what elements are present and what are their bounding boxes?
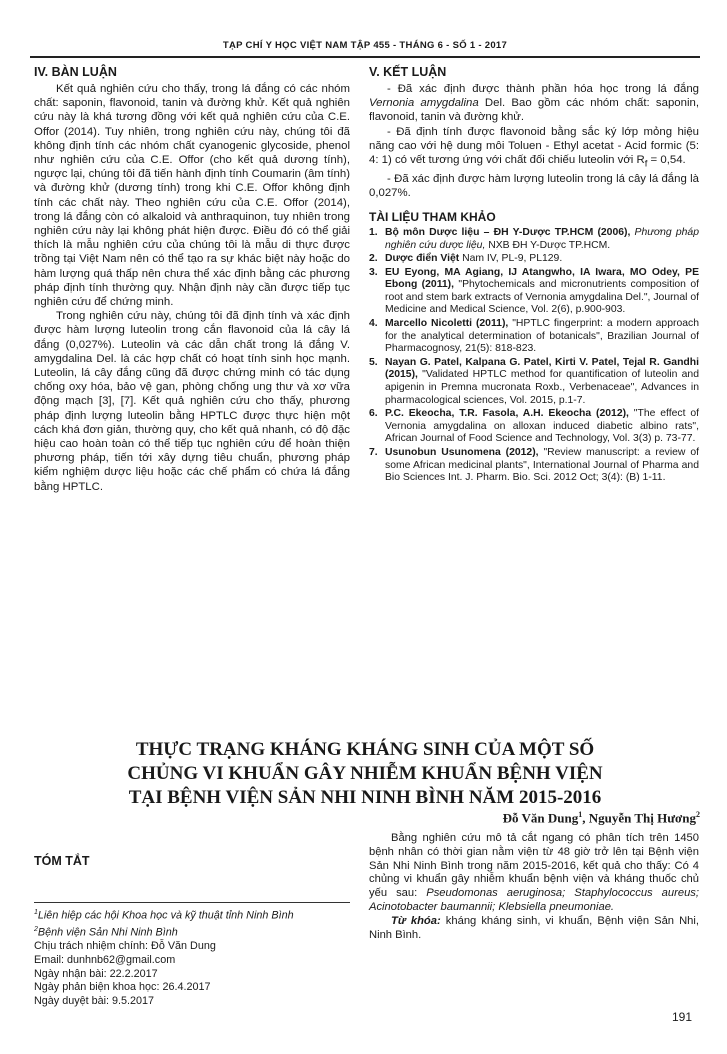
discussion-title: IV. BÀN LUẬN <box>34 65 117 79</box>
conclusion-item: - Đã xác định được hàm lượng luteolin trong lá cây lá đắng là 0,027%. <box>369 172 699 199</box>
reference-item: 2. Dược điển Việt Nam IV, PL-9, PL129. <box>369 253 563 265</box>
reference-item: 1. Bộ môn Dược liệu – ĐH Y-Dược TP.HCM (2006), Phương pháp nghiên cứu dược liệu, NXB ĐH Y-Dược TP.HCM. <box>369 226 699 251</box>
article-title-line: CHỦNG VI KHUẨN GÂY NHIỄM KHUẨN BỆNH VIỆN <box>127 763 603 784</box>
keywords: Từ khóa: kháng kháng sinh, vi khuẩn, Bệnh viện Sản Nhi, Ninh Bình. <box>369 914 699 941</box>
abstract-label: TÓM TẮT <box>34 854 90 868</box>
contact-email: Email: dunhnb62@gmail.com <box>34 953 176 966</box>
affiliation: $^1$Liên hiệp các hội Khoa học và kỹ thuật tỉnh Ninh Bình <box>34 909 294 922</box>
footnote-rule <box>34 902 350 903</box>
article-title <box>60 738 670 810</box>
conclusion-section <box>369 64 699 486</box>
author-name: Đỗ Văn Dung <box>502 810 579 826</box>
discussion-paragraph: Kết quả nghiên cứu cho thấy, trong lá đắng có các nhóm chất: saponin, flavonoid, tanin và đường khử. Kết quả nghiên cứu này là khá tương đồng với kết quả nghiên cứu của C.E. Offor (2014). Tuy nhiên, trong nghiên cứu này, chúng tôi đã không định tính các nhóm chất cyanogenic glycoside, phenol như nghiên cứu của C.E. Offor (cho kết quả dương tính), ngược lại, chúng tôi đã tiến hành định tính Coumarin (âm tính) và đường khử (dương tính) trong khi C.E. Offor không định tính các chất này. Theo nghiên cứu của C.E. Offor (2014), trong lá đắng còn có alkaloid và anthraquinon, tuy nhiên trong nghiên cứu này lại không phát hiện được. Điều đó có thể giải thích là mẫu nghiên cứu của chúng tôi là mẫu di thực được trồng tại Việt Nam nên có thể tạo ra sự khác biệt này hoặc do hàm lượng quá thấp nên chưa thể xác định bằng các phương pháp định tính thường quy. Nhận định này cần được tiếp tục nghiên cứu để chứng minh. <box>34 83 350 309</box>
authors: Đỗ Văn Dung$^1$, Nguyễn Thị Hương$^2$ <box>502 810 700 826</box>
reference-item: 6. P.C. Ekeocha, T.R. Fasola, A.H. Ekeocha (2012), "The effect of Vernonia amygdalina on alloxan induced diabetic albino rats", African Journal of Food Science and Technology, Vol. 3(3) p. 73-77. <box>369 408 699 445</box>
date-approved: Ngày duyệt bài: 9.5.2017 <box>34 994 155 1007</box>
article-title-line: THỰC TRẠNG KHÁNG KHÁNG SINH CỦA MỘT SỐ <box>135 739 595 760</box>
references-title: TÀI LIỆU THAM KHẢO <box>369 209 496 224</box>
conclusion-item: - Đã định tính được flavonoid bằng sắc ký lớp mỏng hiệu năng cao với hệ dung môi Toluen - Ethyl acetat - Acid formic (5: 4: 1) có vết tương ứng với chất đối chiếu luteolin với $R_f = 0,54$. <box>369 125 699 170</box>
abstract-text: Bằng nghiên cứu mô tả cắt ngang có phân tích trên 1450 bệnh nhân có thời gian nằm viện từ 48 giờ trở lên tại Bệnh viện Sản Nhi Ninh Bình trong năm 2015-2016, kết quả cho thấy: Có 4 chủng vi khuẩn gây nhiễm khuẩn bệnh viện và kháng thuốc chủ yếu sau: Pseudomonas aeruginosa; Staphylococcus aureus; Acinotobacter baumannii; Klebsiella pneumoniae. <box>369 832 699 913</box>
discussion-paragraph: Trong nghiên cứu này, chúng tôi đã định tính và xác định được hàm lượng luteolin trong cắn flavonoid của lá cây lá đắng (0,027%). Luteolin và các dẫn chất trong lá đắng V. amygdalina Del. là các hợp chất có hoạt tính sinh học mạnh. Luteolin, lá cây đắng cũng đã được chứng minh có tác dụng chống oxy hóa, bảo vệ gan, phòng chống ung thư và xơ vữa động mạch [3], [7]. Kết quả nghiên cứu cho thấy, phương pháp định lượng luteolin bằng HPTLC được thực hiện một cách khá đơn giản, thường quy, cho kết quả nhanh, có độ đặc hiệu cao hoàn toàn có thể tiếp tục nghiên cứu để hoàn thiện phương pháp, tiến tới xây dựng tiêu chuẩn, phương pháp kiểm nghiệm dược liệu hoặc các chế phẩm có chứa lá đắng bằng HPTLC. <box>34 310 350 493</box>
reference-item: 7. Usunobun Usunomena (2012), "Review manuscript: a review of some African medicinal plants", International Journal of Pharma and Bio Sciences Int. J. Pharm. Bio. Sci. 2012 Oct; 3(4): (B) 1-11. <box>369 447 699 484</box>
affiliation: $^2$Bệnh viện Sản Nhi Ninh Bình <box>34 926 178 939</box>
date-reviewed: Ngày phản biện khoa học: 26.4.2017 <box>34 981 211 994</box>
abstract <box>369 832 699 942</box>
reference-item: 4. Marcello Nicoletti (2011), "HPTLC fingerprint: a modern approach for the analytical determination of botanicals", Brazilian Journal of Pharmacognosy, 21(5): 818-823. <box>369 318 699 355</box>
page-number: 191 <box>672 1010 693 1024</box>
references-list <box>369 227 699 485</box>
responsible-author: Chịu trách nhiệm chính: Đỗ Văn Dung <box>34 940 216 953</box>
reference-item: 3. EU Eyong, MA Agiang, IJ Atangwho, IA Iwara, MO Odey, PE Ebong (2011), "Phytochemicals and micronutrients composition of root and stem bark extracts of Vernonia amygdalina Del.", Journal of Medicine and Medical Science, Vol. 2(6), p.900-903. <box>369 266 699 316</box>
conclusion-item: - Đã xác định được thành phần hóa học trong lá đắng Vernonia amygdalina Del. Bao gồm các nhóm chất: saponin, flavonoid, tanin và đường khử. <box>369 83 699 124</box>
header-rule <box>30 56 700 58</box>
journal-header: TẠP CHÍ Y HỌC VIỆT NAM TẬP 455 - THÁNG 6 - SỐ 1 - 2017 <box>222 40 508 51</box>
date-received: Ngày nhận bài: 22.2.2017 <box>34 967 158 980</box>
footnotes <box>34 906 354 1008</box>
reference-item: 5. Nayan G. Patel, Kalpana G. Patel, Kirti V. Patel, Tejal R. Gandhi (2015), "Validated HPTLC method for quantification of luteolin and apigenin in Premna mucronata Roxb., Verbenaceae", Advances in pharmacological sciences, Vol. 2015, p.1-7. <box>369 356 699 406</box>
conclusion-title: V. KẾT LUẬN <box>369 65 447 79</box>
bacteria-list: Pseudomonas aeruginosa; Staphylococcus aureus; Acinotobacter baumannii; Klebsiella pneumoniae. <box>369 887 699 913</box>
author-name: Nguyễn Thị Hương <box>588 810 696 826</box>
discussion-section <box>34 64 350 494</box>
article-title-line: TẠI BỆNH VIỆN SẢN NHI NINH BÌNH NĂM 2015-2016 <box>128 787 602 808</box>
